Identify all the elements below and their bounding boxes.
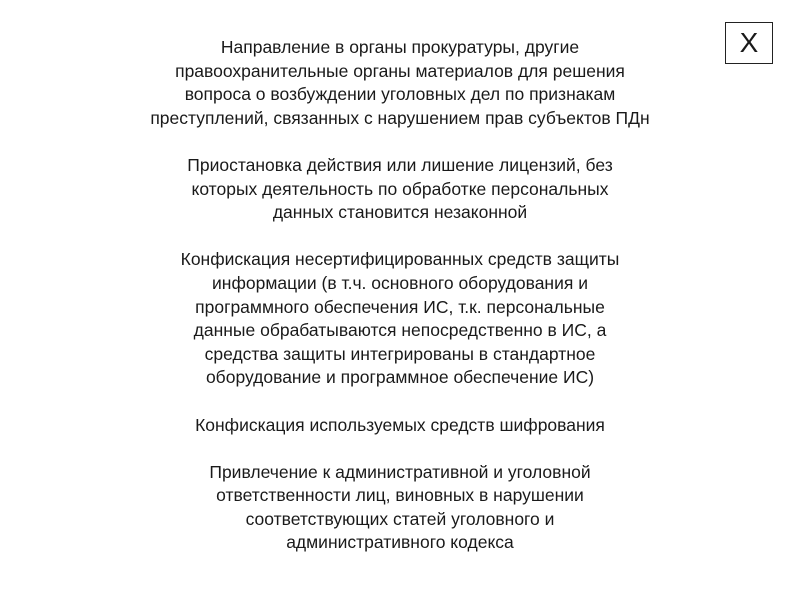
text-line: средства защиты интегрированы в стандартное (204, 343, 596, 364)
text-line: информации (в т.ч. основного оборудования и (212, 272, 588, 293)
text-line: преступлений, связанных с нарушением прав субъектов ПДн (150, 107, 650, 128)
text-line: данных становится незаконной (272, 202, 528, 223)
paragraph-confiscation-uncertified (60, 248, 740, 390)
text-line: Направление в органы прокуратуры, другие (220, 37, 580, 57)
text-line: данные обрабатываются непосредственно в ИС, а (193, 320, 607, 341)
text-line: правоохранительные органы материалов для решения (175, 60, 625, 81)
text-line: Конфискация используемых средств шифрования (195, 414, 605, 435)
text-body (60, 36, 740, 555)
text-line: Привлечение к административной и уголовной (209, 461, 591, 482)
paragraph-confiscation-encryption (60, 414, 740, 438)
text-line: соответствующих статей уголовного и (245, 508, 555, 529)
text-line: которых деятельность по обработке персональных (191, 178, 609, 199)
text-line: вопроса о возбуждении уголовных дел по признакам (184, 84, 616, 105)
paragraph-liability (60, 461, 740, 555)
text-line: Приостановка действия или лишение лицензий, без (187, 154, 613, 175)
close-button-label: X (739, 27, 759, 58)
text-line: программного обеспечения ИС, т.к. персональные (195, 296, 605, 317)
text-line: Конфискация несертифицированных средств защиты (180, 249, 620, 270)
paragraph-license-suspension (60, 154, 740, 225)
text-line: оборудование и программное обеспечение ИС) (205, 367, 595, 388)
text-line: ответственности лиц, виновных в нарушении (216, 485, 584, 506)
text-line: административного кодекса (286, 532, 514, 553)
paragraph-prosecution-referral (60, 36, 740, 130)
